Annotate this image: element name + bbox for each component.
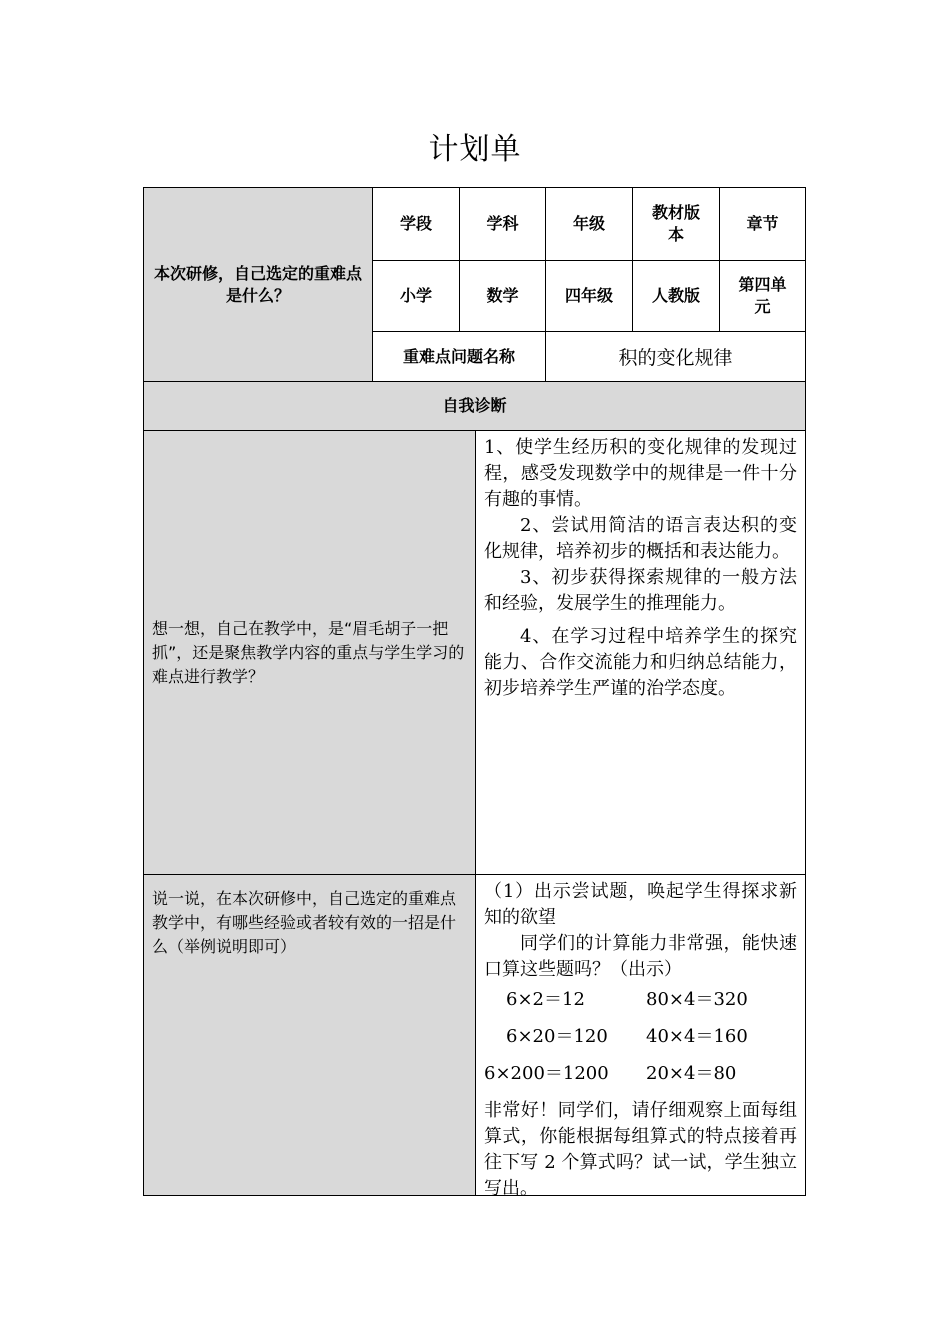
equation-left: 6×2＝12: [506, 989, 585, 1010]
goal-item: 1、使学生经历积的变化规律的发现过程，感受发现数学中的规律是一件十分有趣的事情。: [484, 437, 797, 510]
value-textbook: [632, 260, 720, 332]
equation-right: 40×4＝160: [646, 1026, 748, 1047]
value-chapter-text: 第四单元: [738, 275, 787, 316]
topic-name-value: [545, 331, 806, 382]
reflection-question: [143, 430, 476, 875]
value-stage: [372, 260, 460, 332]
equation-row: [484, 987, 797, 1013]
header-col-textbook-label: 教材版本: [651, 203, 700, 244]
step-conclusion: 非常好！同学们，请仔细观察上面每组算式，你能根据每组算式的特点接着再往下写 2 个算式吗？试一试，学生独立写出。: [484, 1100, 797, 1199]
value-grade: [545, 260, 633, 332]
value-stage-text: 小学: [399, 286, 432, 305]
equation-left: 6×20＝120: [506, 1026, 608, 1047]
header-col-stage-label: 学段: [399, 214, 432, 233]
value-subject: [459, 260, 546, 332]
selected-topic-question: [143, 187, 373, 382]
section-self-diagnosis: [143, 381, 806, 431]
step-intro: 同学们的计算能力非常强，能快速口算这些题吗？（出示）: [484, 933, 797, 980]
experience-question: [143, 874, 476, 1196]
goal-item: 4、在学习过程中培养学生的探究能力、合作交流能力和归纳总结能力，初步培养学生严谨的治学态度。: [484, 626, 797, 699]
header-col-grade: [545, 187, 633, 261]
header-col-subject-label: 学科: [486, 214, 519, 233]
goal-item: 2、尝试用简洁的语言表达积的变化规律，培养初步的概括和表达能力。: [484, 515, 797, 562]
header-col-chapter-label: 章节: [746, 214, 779, 233]
topic-name-label: [372, 331, 546, 382]
header-col-textbook: [632, 187, 720, 261]
header-col-stage: [372, 187, 460, 261]
equation-right: 80×4＝320: [646, 989, 748, 1010]
equation-right: 20×4＝80: [646, 1063, 737, 1084]
header-col-subject: [459, 187, 546, 261]
experience-question-text: 说一说，在本次研修中，自己选定的重难点教学中，有哪些经验或者较有效的一招是什么（举例说明即可）: [152, 889, 457, 956]
value-grade-text: 四年级: [564, 286, 613, 305]
topic-name-value-text: 积的变化规律: [618, 347, 733, 369]
value-chapter: [719, 260, 806, 332]
goal-item: 3、初步获得探索规律的一般方法和经验，发展学生的推理能力。: [484, 567, 797, 614]
section-self-diagnosis-title: 自我诊断: [442, 396, 507, 415]
teaching-goals-answer: [475, 430, 806, 875]
selected-topic-question-text: 本次研修，自己选定的重难点是什么？: [153, 263, 362, 305]
equation-left: 6×200＝1200: [484, 1063, 609, 1084]
reflection-question-text: 想一想，自己在教学中，是“眉毛胡子一把抓”，还是聚焦教学内容的重点与学生学习的难点进行教学？: [152, 618, 465, 686]
equation-row: [484, 1024, 797, 1050]
page-title: 计划单: [428, 132, 522, 167]
topic-name-label-text: 重难点问题名称: [402, 346, 515, 366]
header-col-grade-label: 年级: [572, 214, 605, 233]
step-title: （1）出示尝试题，唤起学生得探求新知的欲望: [484, 881, 797, 928]
value-textbook-text: 人教版: [651, 286, 700, 305]
equation-row: [484, 1061, 797, 1087]
value-subject-text: 数学: [486, 286, 519, 305]
experience-answer: [475, 874, 806, 1199]
header-col-chapter: [719, 187, 806, 261]
